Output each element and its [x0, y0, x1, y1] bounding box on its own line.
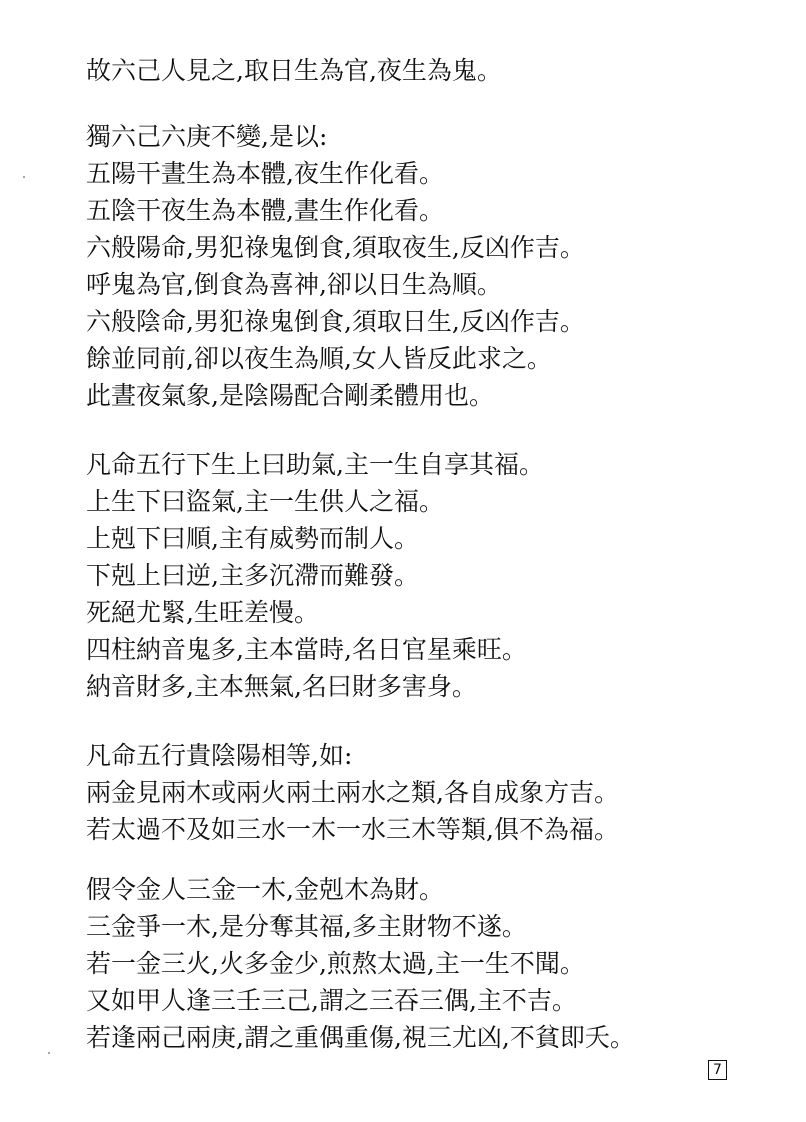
paragraph-2 [86, 118, 766, 414]
paragraph-5 [86, 871, 766, 1056]
text-line: 五陽干晝生為本體,夜生作化看。 [86, 159, 444, 188]
text-line: 此晝夜氣象,是陰陽配合剛柔體用也。 [86, 381, 494, 410]
text-line: 兩金見兩木或兩火兩土兩水之類,各自成象方吉。 [86, 778, 619, 807]
text-line: 若一金三火,火多金少,煎熬太過,主一生不聞。 [86, 949, 585, 978]
paragraph-1 [86, 52, 766, 89]
text-line: 凡命五行貴陰陽相等,如: [86, 741, 353, 770]
text-line: 死絕尤緊,生旺差慢。 [86, 598, 319, 627]
text-line: 故六己人見之,取日生為官,夜生為鬼。 [86, 56, 502, 85]
scan-speck [23, 176, 25, 178]
text-line: 下剋上曰逆,主多沉滯而難發。 [86, 561, 419, 590]
text-line: 凡命五行下生上曰助氣,主一生自享其福。 [86, 450, 544, 479]
text-line: 三金爭一木,是分奪其福,多主財物不遂。 [86, 912, 527, 941]
text-line: 上剋下曰順,主有威勢而制人。 [86, 524, 419, 553]
text-line: 餘並同前,卻以夜生為順,女人皆反此求之。 [86, 344, 552, 373]
page-number-box: 7 [708, 1060, 727, 1080]
text-line: 假令金人三金一木,金剋木為財。 [86, 875, 444, 904]
text-line: 若逢兩己兩庚,謂之重偶重傷,視三尤凶,不貧即夭。 [86, 1023, 635, 1052]
text-line: 獨六己六庚不變,是以: [86, 122, 328, 151]
text-line: 納音財多,主本無氣,名曰財多害身。 [86, 672, 477, 701]
paragraph-4 [86, 737, 766, 848]
text-line: 六般陽命,男犯祿鬼倒食,須取夜生,反凶作吉。 [86, 233, 585, 262]
text-line: 上生下曰盜氣,主一生供人之福。 [86, 487, 444, 516]
paragraph-3 [86, 446, 766, 705]
text-line: 又如甲人逢三壬三己,謂之三吞三偶,主不吉。 [86, 986, 577, 1015]
text-line: 若太過不及如三水一木一水三木等類,俱不為福。 [86, 815, 619, 844]
text-line: 四柱納音鬼多,主本當時,名日官星乘旺。 [86, 635, 527, 664]
text-line: 五陰干夜生為本體,晝生作化看。 [86, 196, 444, 225]
scan-speck [48, 1052, 50, 1054]
text-line: 六般陰命,男犯祿鬼倒食,須取日生,反凶作吉。 [86, 307, 585, 336]
text-line: 呼鬼為官,倒食為喜神,卻以日生為順。 [86, 270, 502, 299]
